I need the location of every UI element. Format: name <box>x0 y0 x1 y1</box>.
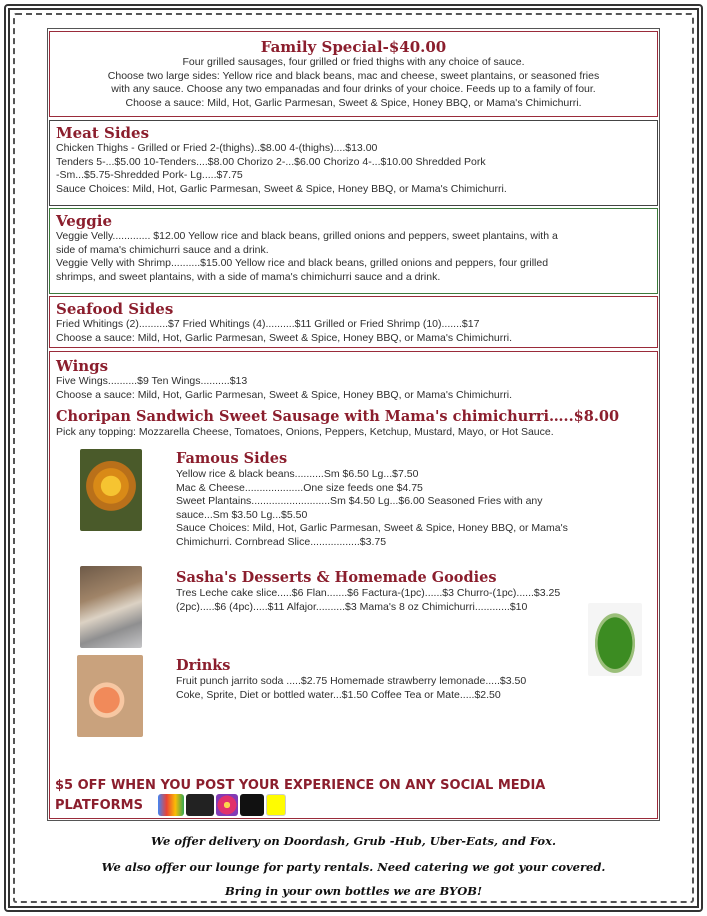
tiktok-icon <box>240 794 264 816</box>
seafood-section <box>49 296 658 348</box>
choripan-toppings: Pick any topping: Mozzarella Cheese, Tomatoes, Onions, Peppers, Ketchup, Mustard, Mayo, or Hot Sauce. <box>56 426 554 438</box>
footer-line: We offer delivery on Doordash, Grub -Hub, Uber-Eats, and Fox. <box>151 834 556 848</box>
meat-sides-title: Meat Sides <box>56 124 150 142</box>
desserts-line: Tres Leche cake slice.....$6 Flan.......$6 Factura-(1pc)......$3 Churro-(1pc)......$3.25 <box>176 587 561 599</box>
family-special-section <box>49 31 658 117</box>
choripan-title: Choripan Sandwich Sweet Sausage with Mama's chimichurri…..$8.00 <box>56 408 620 425</box>
footer-line: Bring in your own bottles we are BYOB! <box>224 884 483 898</box>
family-special-line: Four grilled sausages, four grilled or fried thighs with any choice of sauce. <box>182 56 525 68</box>
footer-line: We also offer our lounge for party rentals. Need catering we got your covered. <box>101 860 606 874</box>
famous-sides-line: Mac & Cheese....................One size feeds one $4.75 <box>176 481 423 494</box>
famous-sides-block <box>176 450 646 549</box>
meat-sides-section <box>49 120 658 206</box>
wings-sauce: Choose a sauce: Mild, Hot, Garlic Parmesan, Sweet & Spice, Honey BBQ, or Mama's Chimichurri. <box>56 388 513 401</box>
google-icon <box>158 794 184 816</box>
snapchat-icon <box>266 794 286 816</box>
famous-sides-line: Chimichurri. Cornbread Slice.................$3.75 <box>176 535 387 548</box>
famous-sides-line: Yellow rice & black beans..........Sm $6.50 Lg...$7.50 <box>176 468 419 480</box>
yelp-icon <box>186 794 214 816</box>
seafood-line: Fried Whitings (2)..........$7 Fried Whitings (4)..........$11 Grilled or Fried Shrimp (10).......$17 <box>56 318 480 330</box>
drinks-title: Drinks <box>176 657 231 674</box>
seafood-title: Seafood Sides <box>56 300 174 318</box>
desserts-title: Sasha's Desserts & Homemade Goodies <box>176 569 497 586</box>
famous-sides-line: Sweet Plantains...........................Sm $4.50 Lg...$6.00 Seasoned Fries with any <box>176 495 543 507</box>
food-photo <box>80 449 142 531</box>
veggie-line: shrimps, and sweet plantains, with a side of mama's chimichurri sauce and a drink. <box>56 270 441 283</box>
veggie-title: Veggie <box>56 212 113 230</box>
veggie-line: Veggie Velly............. $12.00 Yellow rice and black beans, grilled onions and peppers, sweet plantains, with a <box>56 230 558 242</box>
family-special-sauce: Choose a sauce: Mild, Hot, Garlic Parmesan, Sweet & Spice, Honey BBQ, or Mama's Chimichurri. <box>125 96 582 109</box>
promo-line: PLATFORMS <box>55 798 143 813</box>
famous-sides-line: Sauce Choices: Mild, Hot, Garlic Parmesan, Sweet & Spice, Honey BBQ, or Mama's <box>176 522 568 534</box>
promo-text <box>55 776 545 816</box>
desserts-line: (2pc).....$6 (4pc).....$11 Alfajor..........$3 Mama's 8 oz Chimichurri............$10 <box>176 600 528 613</box>
drinks-block <box>176 657 606 702</box>
dessert-photo <box>80 566 142 648</box>
veggie-line: Veggie Velly with Shrimp..........$15.00 Yellow rice and black beans, grilled onions and peppers, four grilled <box>56 257 549 269</box>
meat-sides-line: Tenders 5-...$5.00 10-Tenders....$8.00 Chorizo 2-...$6.00 Chorizo 4-...$10.00 Shredded Pork <box>56 155 486 168</box>
wings-line: Five Wings..........$9 Ten Wings..........$13 <box>56 375 248 387</box>
veggie-line: side of mama's chimichurri sauce and a drink. <box>56 243 269 256</box>
desserts-block <box>176 569 606 614</box>
wings-title: Wings <box>56 357 109 375</box>
family-special-line: with any sauce. Choose any two empanadas and four drinks of your choice. Feeds up to a family of four. <box>111 83 596 95</box>
meat-sides-line: -Sm...$5.75-Shredded Pork- Lg.....$7.75 <box>56 169 243 181</box>
seafood-sauce: Choose a sauce: Mild, Hot, Garlic Parmesan, Sweet & Spice, Honey BBQ, or Mama's Chimichurri. <box>56 331 513 344</box>
drinks-line: Fruit punch jarrito soda .....$2.75 Homemade strawberry lemonade.....$3.50 <box>176 675 527 687</box>
meat-sides-line: Chicken Thighs - Grilled or Fried 2-(thighs)..$8.00 4-(thighs)....$13.00 <box>56 142 378 154</box>
drinks-line: Coke, Sprite, Diet or bottled water...$1.50 Coffee Tea or Mate.....$2.50 <box>176 688 501 701</box>
meat-sides-sauce: Sauce Choices: Mild, Hot, Garlic Parmesan, Sweet & Spice, Honey BBQ, or Mama's Chimichurri. <box>56 182 507 195</box>
family-special-title: Family Special-$40.00 <box>260 38 447 56</box>
family-special-line: Choose two large sides: Yellow rice and black beans, mac and cheese, sweet plantains, or seasoned fries <box>107 69 600 82</box>
famous-sides-title: Famous Sides <box>176 450 288 467</box>
promo-line: $5 OFF WHEN YOU POST YOUR EXPERIENCE ON ANY SOCIAL MEDIA <box>55 778 546 793</box>
veggie-section <box>49 208 658 294</box>
famous-sides-line: sauce...Sm $3.50 Lg...$5.50 <box>176 508 308 521</box>
instagram-icon <box>216 794 238 816</box>
drink-photo <box>77 655 143 737</box>
